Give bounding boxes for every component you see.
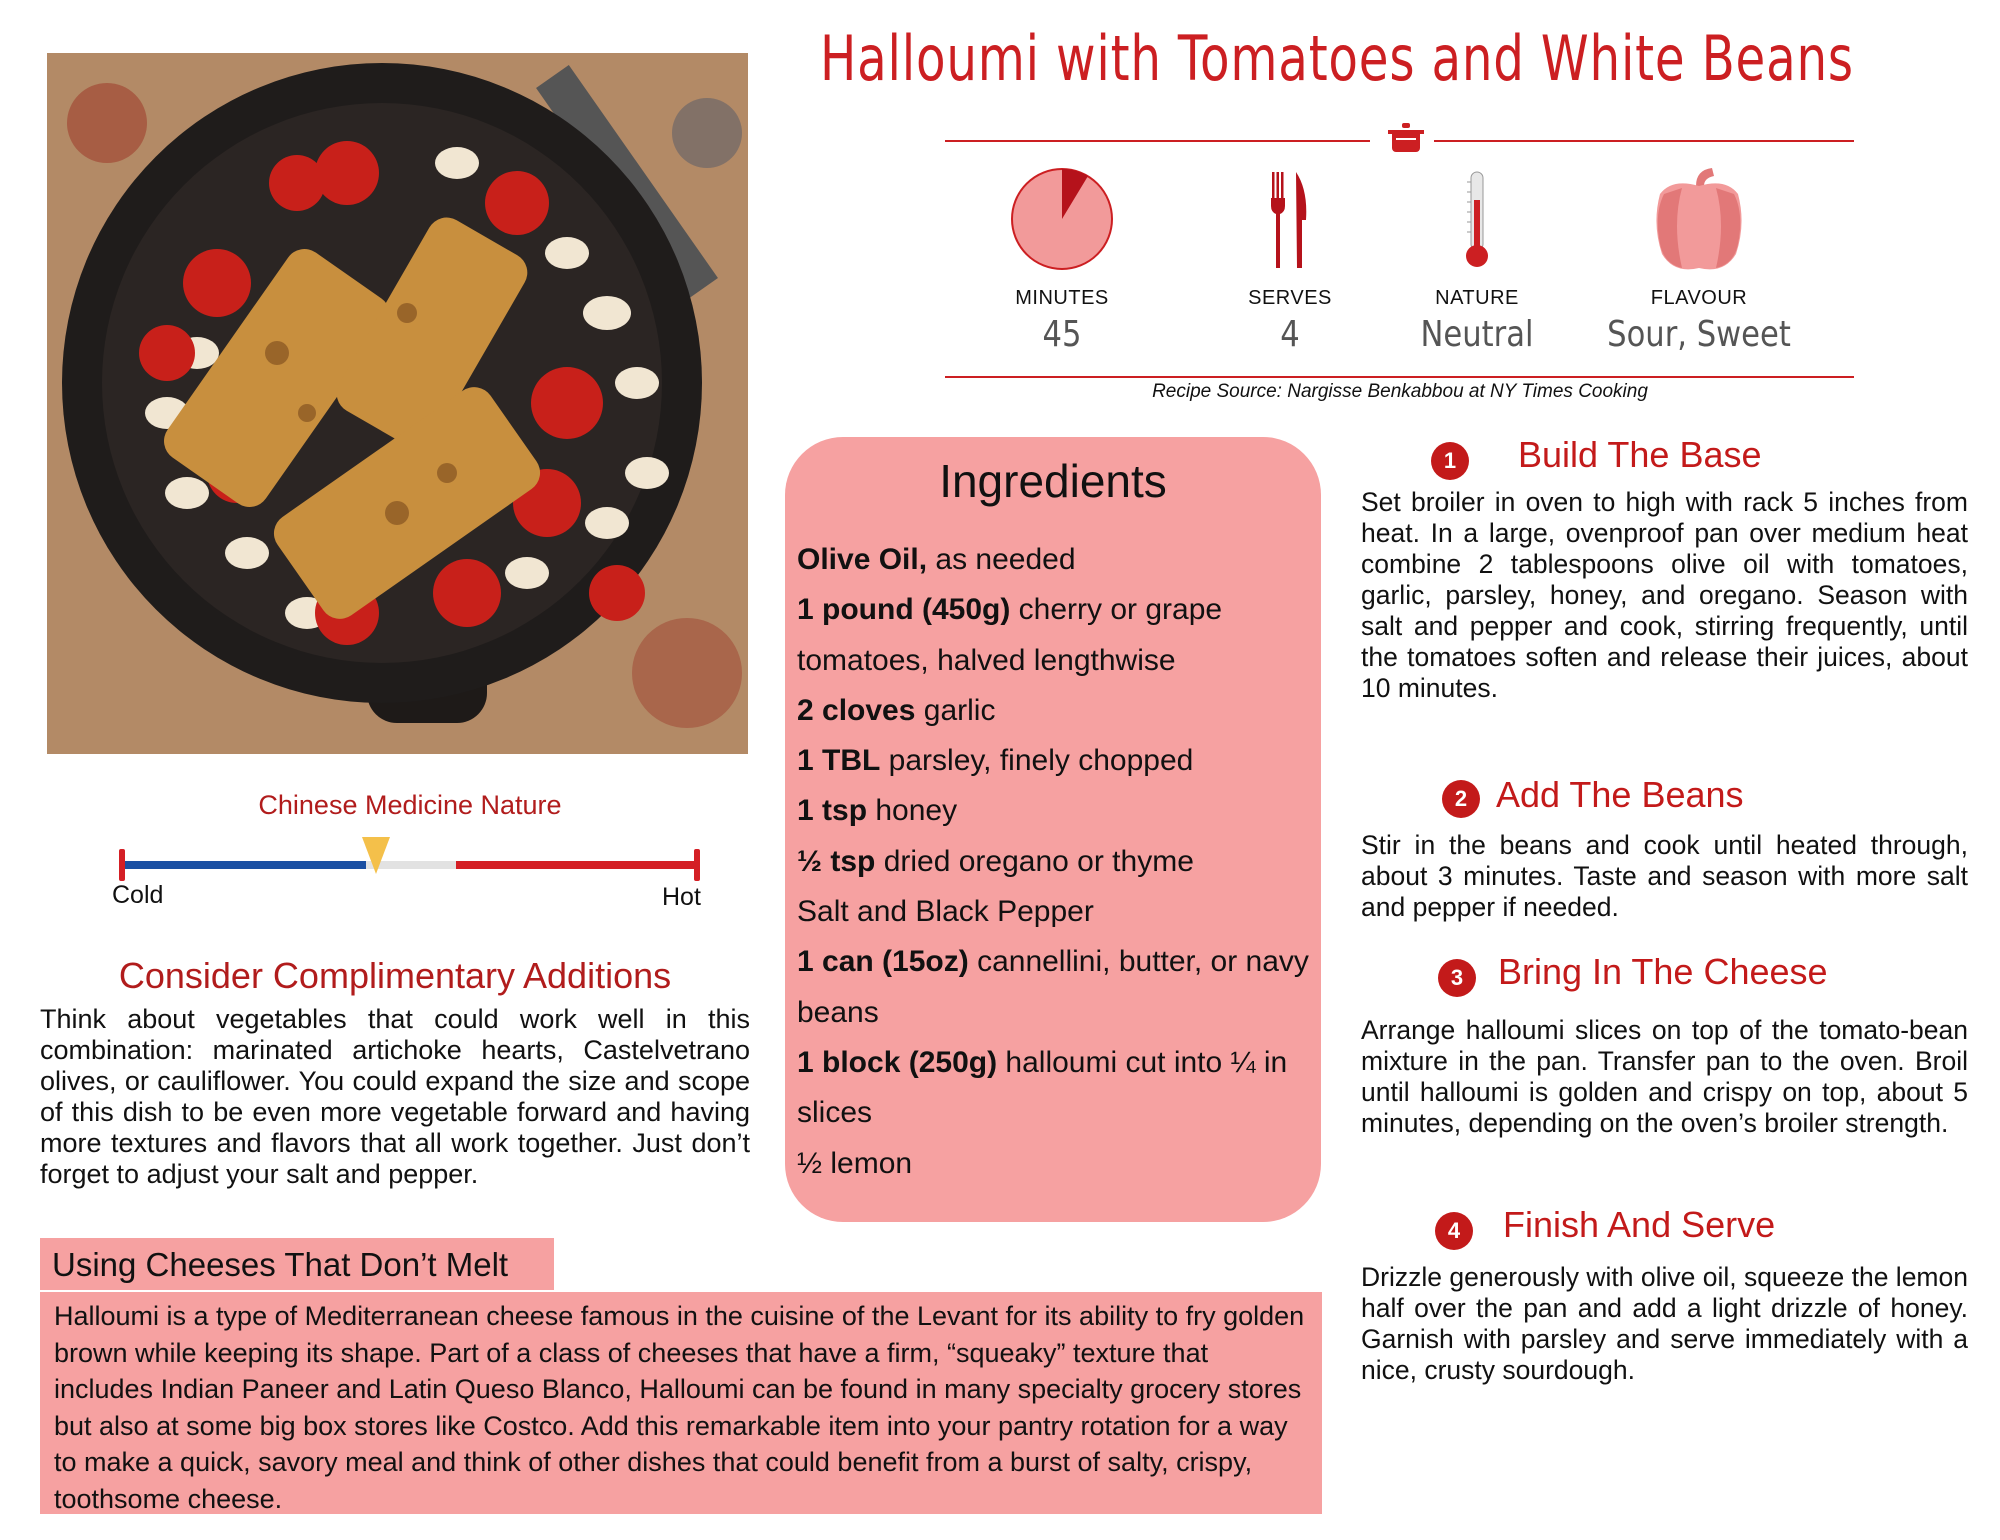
ingredient-item: ½ lemon (797, 1146, 913, 1180)
ingredient-item: Salt and Black Pepper (797, 895, 1094, 929)
step-number-badge: 2 (1442, 780, 1480, 818)
ingredient-item: 1 tsp honey (797, 794, 958, 828)
title-divider-left (945, 140, 1370, 142)
pepper-icon (1652, 164, 1746, 274)
nature-scale (118, 845, 702, 885)
ingredient-item: 1 pound (450g) cherry or grape tomatoes, halved lengthwise (797, 593, 1223, 677)
step-number-badge: 1 (1431, 442, 1469, 480)
cheese-note-tab (40, 1238, 554, 1290)
ingredient-item: Olive Oil, as needed (797, 543, 1076, 576)
nature-value: Neutral (1420, 314, 1534, 355)
step-number-badge: 4 (1435, 1212, 1473, 1250)
recipe-source: Recipe Source: Nargisse Benkabbou at NY Times Cooking (1152, 381, 1648, 402)
cheese-note-text: Halloumi is a type of Mediterranean cheese famous in the cuisine of the Levant for its ability to fry golden brown while keeping its shape. Part of a class of cheeses that have a firm, “squeaky” texture that includes Indian Paneer and Latin Queso Blanco, Halloumi can be found in many specialty grocery stores but also at some big box stores like Costco. Add this remarkable item into your pantry rotation for a way to make a quick, savory meal and think of other dishes that could benefit from a burst of salty, crispy, toothsome cheese. (54, 1301, 1305, 1514)
cooking-pot-icon (1386, 120, 1426, 156)
complimentary-text: Think about vegetables that could work well in this combination: marinated artichoke hearts, Castelvetrano olives, or cauliflower. You could expand the size and scope of this dish to be even more vegetable forward and having more textures and flavors that all work together. Just don’t forget to adjust your salt and pepper. (40, 1004, 750, 1189)
thermometer-icon (1463, 170, 1491, 270)
cheese-note-box (40, 1292, 1322, 1514)
step-text: Arrange halloumi slices on top of the tomato-bean mixture in the pan. Transfer pan to the oven. Broil until halloumi is golden and crispy on top, about 5 minutes, depending on the oven’s broiler strength. (1361, 1015, 1968, 1138)
step-number-badge: 3 (1438, 959, 1476, 997)
cheese-note-title: Using Cheeses That Don’t Melt (52, 1246, 509, 1283)
step-title: Finish And Serve (1503, 1204, 1776, 1245)
nature-scale-title: Chinese Medicine Nature (258, 790, 562, 820)
ingredient-item: ½ tsp dried oregano or thyme (797, 844, 1194, 878)
serves-value: 4 (1280, 314, 1300, 355)
minutes-value: 45 (1042, 314, 1082, 355)
ingredients-title: Ingredients (939, 455, 1167, 507)
flavour-label: FLAVOUR (1650, 287, 1748, 309)
ingredient-item: 1 block (250g) halloumi cut into ¼ in slices (797, 1045, 1288, 1130)
recipe-title: Halloumi with Tomatoes and White Beans (820, 22, 1854, 95)
dish-photo (47, 53, 748, 754)
step-text: Drizzle generously with olive oil, squeeze the lemon half over the pan and add a light drizzle of honey. Garnish with parsley and serve immediately with a nice, crusty sourdough. (1361, 1262, 1968, 1385)
ingredient-item: 1 TBL parsley, finely chopped (797, 744, 1194, 778)
ingredient-item: 1 can (15oz) cannellini, butter, or navy beans (797, 945, 1309, 1029)
ingredients-list (797, 535, 1317, 1189)
hot-label: Hot (662, 883, 701, 911)
ingredient-item: 2 cloves garlic (797, 693, 996, 727)
step-text: Set broiler in oven to high with rack 5 inches from heat. In a large, ovenproof pan over medium heat combine 2 tablespoons olive oil with tomatoes, garlic, parsley, honey, and oregano. Season with salt and pepper and cook, stirring frequently, until the tomatoes soften and release their juices, about 10 minutes. (1361, 487, 1968, 703)
nature-label: NATURE (1435, 287, 1519, 309)
step-title: Bring In The Cheese (1498, 951, 1828, 992)
cold-label: Cold (112, 881, 164, 909)
serves-label: SERVES (1248, 287, 1332, 309)
title-divider-right (1434, 140, 1854, 142)
complimentary-title: Consider Complimentary Additions (118, 955, 672, 996)
meta-divider (945, 376, 1854, 378)
clock-pie-icon (1009, 166, 1115, 272)
minutes-label: MINUTES (1015, 287, 1109, 309)
nature-marker-icon (361, 836, 391, 876)
step-text: Stir in the beans and cook until heated through, about 3 minutes. Taste and season with more salt and pepper if needed. (1361, 830, 1968, 922)
fork-knife-icon (1270, 170, 1310, 270)
step-title: Add The Beans (1496, 774, 1744, 815)
step-title: Build The Base (1518, 434, 1762, 475)
flavour-value: Sour, Sweet (1607, 314, 1791, 355)
